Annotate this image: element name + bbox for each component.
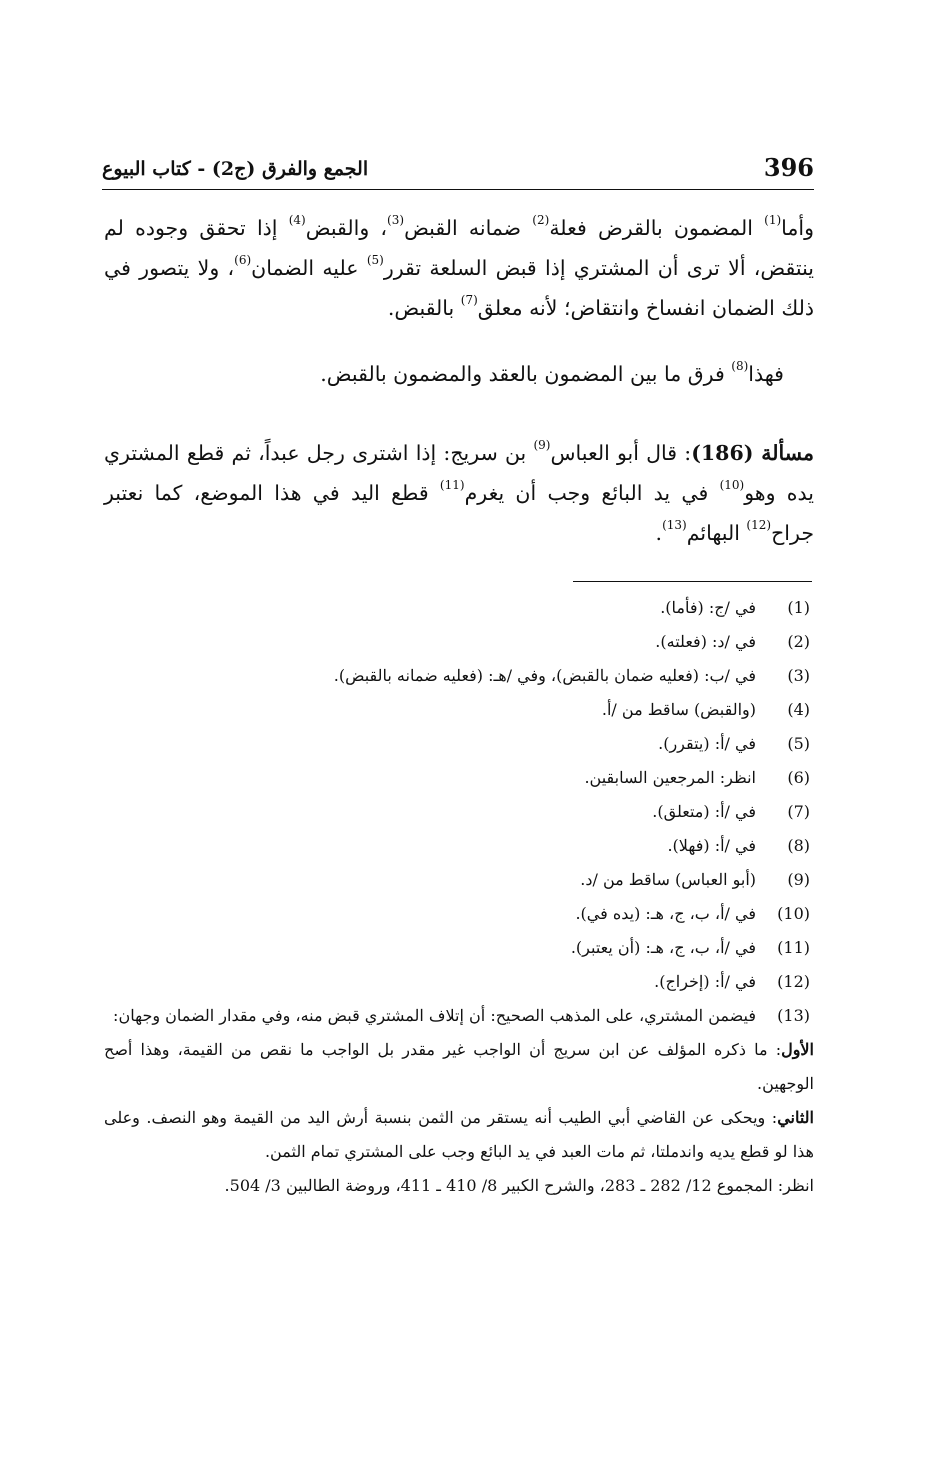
footnote-number: (8) [787,836,810,855]
text-run: إذا تحقق وجوده لم ينتقض، ألا ترى أن المشتري إذا قبض السلعة تقرر [104,216,814,280]
footnote-text: في /ج: (فأما). [660,598,756,617]
text-run: ضمانه القبض [404,216,533,240]
text-run: فهذا [748,362,784,386]
footnote-number: (6) [787,768,810,787]
footnote-ref-12[interactable]: (12) [746,518,772,532]
body-paragraph-2 [104,354,814,394]
footnote-text: في /أ، ب، ج، هـ: (يده في). [575,904,756,923]
footnote-text: في /د: (فعلته). [655,632,756,651]
footnote-8 [104,829,814,863]
footnote-ref-5[interactable]: (5) [366,253,384,267]
footnote-text: في /أ: (متعلق). [652,802,756,821]
footnote-first-view [104,1033,814,1101]
footnote-number: (4) [787,700,810,719]
text-run: المضمون بالقرض فعلة [549,216,765,240]
footnote-13 [104,999,814,1203]
second-view-text: : ويحكى عن القاضي أبي الطيب أنه يستقر من الثمن بنسبة أرش اليد من القيمة وهو النصف. وعلى هذا لو قطع يديه واندملتا، ثم مات العبد في يد البائع وجب على المشتري تمام الثمن. [104,1108,814,1161]
running-title: الجمع والفرق (ج2) - كتاب البيوع [102,158,369,180]
footnote-text: (والقبض) ساقط من /أ. [601,700,756,719]
footnote-ref-7[interactable]: (7) [460,293,478,307]
running-header [102,153,814,190]
footnote-text: في /أ، ب، ج، هـ: (أن يعتبر). [570,938,756,957]
footnote-references: انظر: المجموع 12/ 282 ـ 283، والشرح الكبير 8/ 410 ـ 411، وروضة الطالبين 3/ 504. [224,1176,814,1195]
text-run: وأما [781,216,814,240]
text-run: ، والقبض [305,216,388,240]
footnote-6 [104,761,814,795]
footnote-ref-1[interactable]: (1) [764,213,782,227]
footnote-ref-10[interactable]: (10) [719,478,745,492]
text-run: بن سريج: إذا اشترى رجل عبداً، ثم قطع المشتري يده وهو [104,441,814,505]
footnote-5 [104,727,814,761]
footnote-number: (9) [787,870,810,889]
footnote-3 [104,659,814,693]
second-view-label: الثاني [777,1108,814,1127]
footnote-11 [104,931,814,965]
footnote-ref-9[interactable]: (9) [533,438,551,452]
text-run: فرق ما بين المضمون بالعقد والمضمون بالقبض. [320,362,732,386]
footnote-text: في /أ: (يتقرر). [658,734,756,753]
footnote-separator [573,581,812,582]
footnote-text: في /ب: (فعليه ضمان بالقبض)، وفي /هـ: (فعليه ضمانه بالقبض). [333,666,756,685]
footnote-ref-11[interactable]: (11) [439,478,465,492]
footnote-ref-3[interactable]: (3) [387,213,405,227]
footnote-second-view [104,1101,814,1169]
footnote-ref-6[interactable]: (6) [234,253,252,267]
footnote-number: (7) [787,802,810,821]
footnote-number: (3) [787,666,810,685]
text-run: ، ولا يتصور في ذلك الضمان انفساخ وانتقاض؛ لأنه معلق [104,256,814,320]
footnote-number: (2) [787,632,810,651]
footnote-text: فيضمن المشتري، على المذهب الصحيح: أن إتلاف المشتري قبض منه، وفي مقدار الضمان وجهان: [113,1006,756,1025]
text-run: البهائم [686,521,747,545]
footnote-9 [104,863,814,897]
footnote-2 [104,625,814,659]
text-run: : قال أبو العباس [550,441,692,465]
text-run: بالقبض. [387,296,461,320]
footnote-7 [104,795,814,829]
footnote-text: انظر: المرجعين السابقين. [584,768,756,787]
text-run: . [655,521,663,545]
footnote-number: (1) [787,598,810,617]
footnotes-list [104,591,814,1203]
footnote-ref-4[interactable]: (4) [288,213,306,227]
footnote-ref-2[interactable]: (2) [532,213,550,227]
footnote-number: (12) [777,972,810,991]
footnote-ref-13[interactable]: (13) [662,518,687,532]
footnote-10 [104,897,814,931]
footnote-text: (أبو العباس) ساقط من /د. [580,870,756,889]
footnote-text: في /أ: (فهلا). [667,836,756,855]
footnote-number: (13) [777,1006,810,1025]
footnote-1 [104,591,814,625]
footnote-number: (11) [777,938,810,957]
first-view-label: الأول [781,1040,814,1059]
text-run: قطع اليد في هذا الموضع، كما نعتبر جراح [104,481,814,545]
footnote-ref-8[interactable]: (8) [731,359,749,373]
text-run: عليه الضمان [251,256,367,280]
masala-title: مسألة (186) [691,441,814,465]
footnote-text: في /أ: (إخراج). [654,972,756,991]
footnote-12 [104,965,814,999]
body-paragraph-1 [104,208,814,328]
footnote-number: (5) [787,734,810,753]
text-run: في يد البائع وجب أن يغرم [464,481,720,505]
page-number: 396 [763,153,814,182]
first-view-text: : ما ذكره المؤلف عن ابن سريج أن الواجب غير مقدر بل الواجب ما نقص من القيمة، وهذا أصح الوجهين. [104,1040,814,1093]
masala-paragraph [104,433,814,553]
footnote-number: (10) [777,904,810,923]
footnote-4 [104,693,814,727]
